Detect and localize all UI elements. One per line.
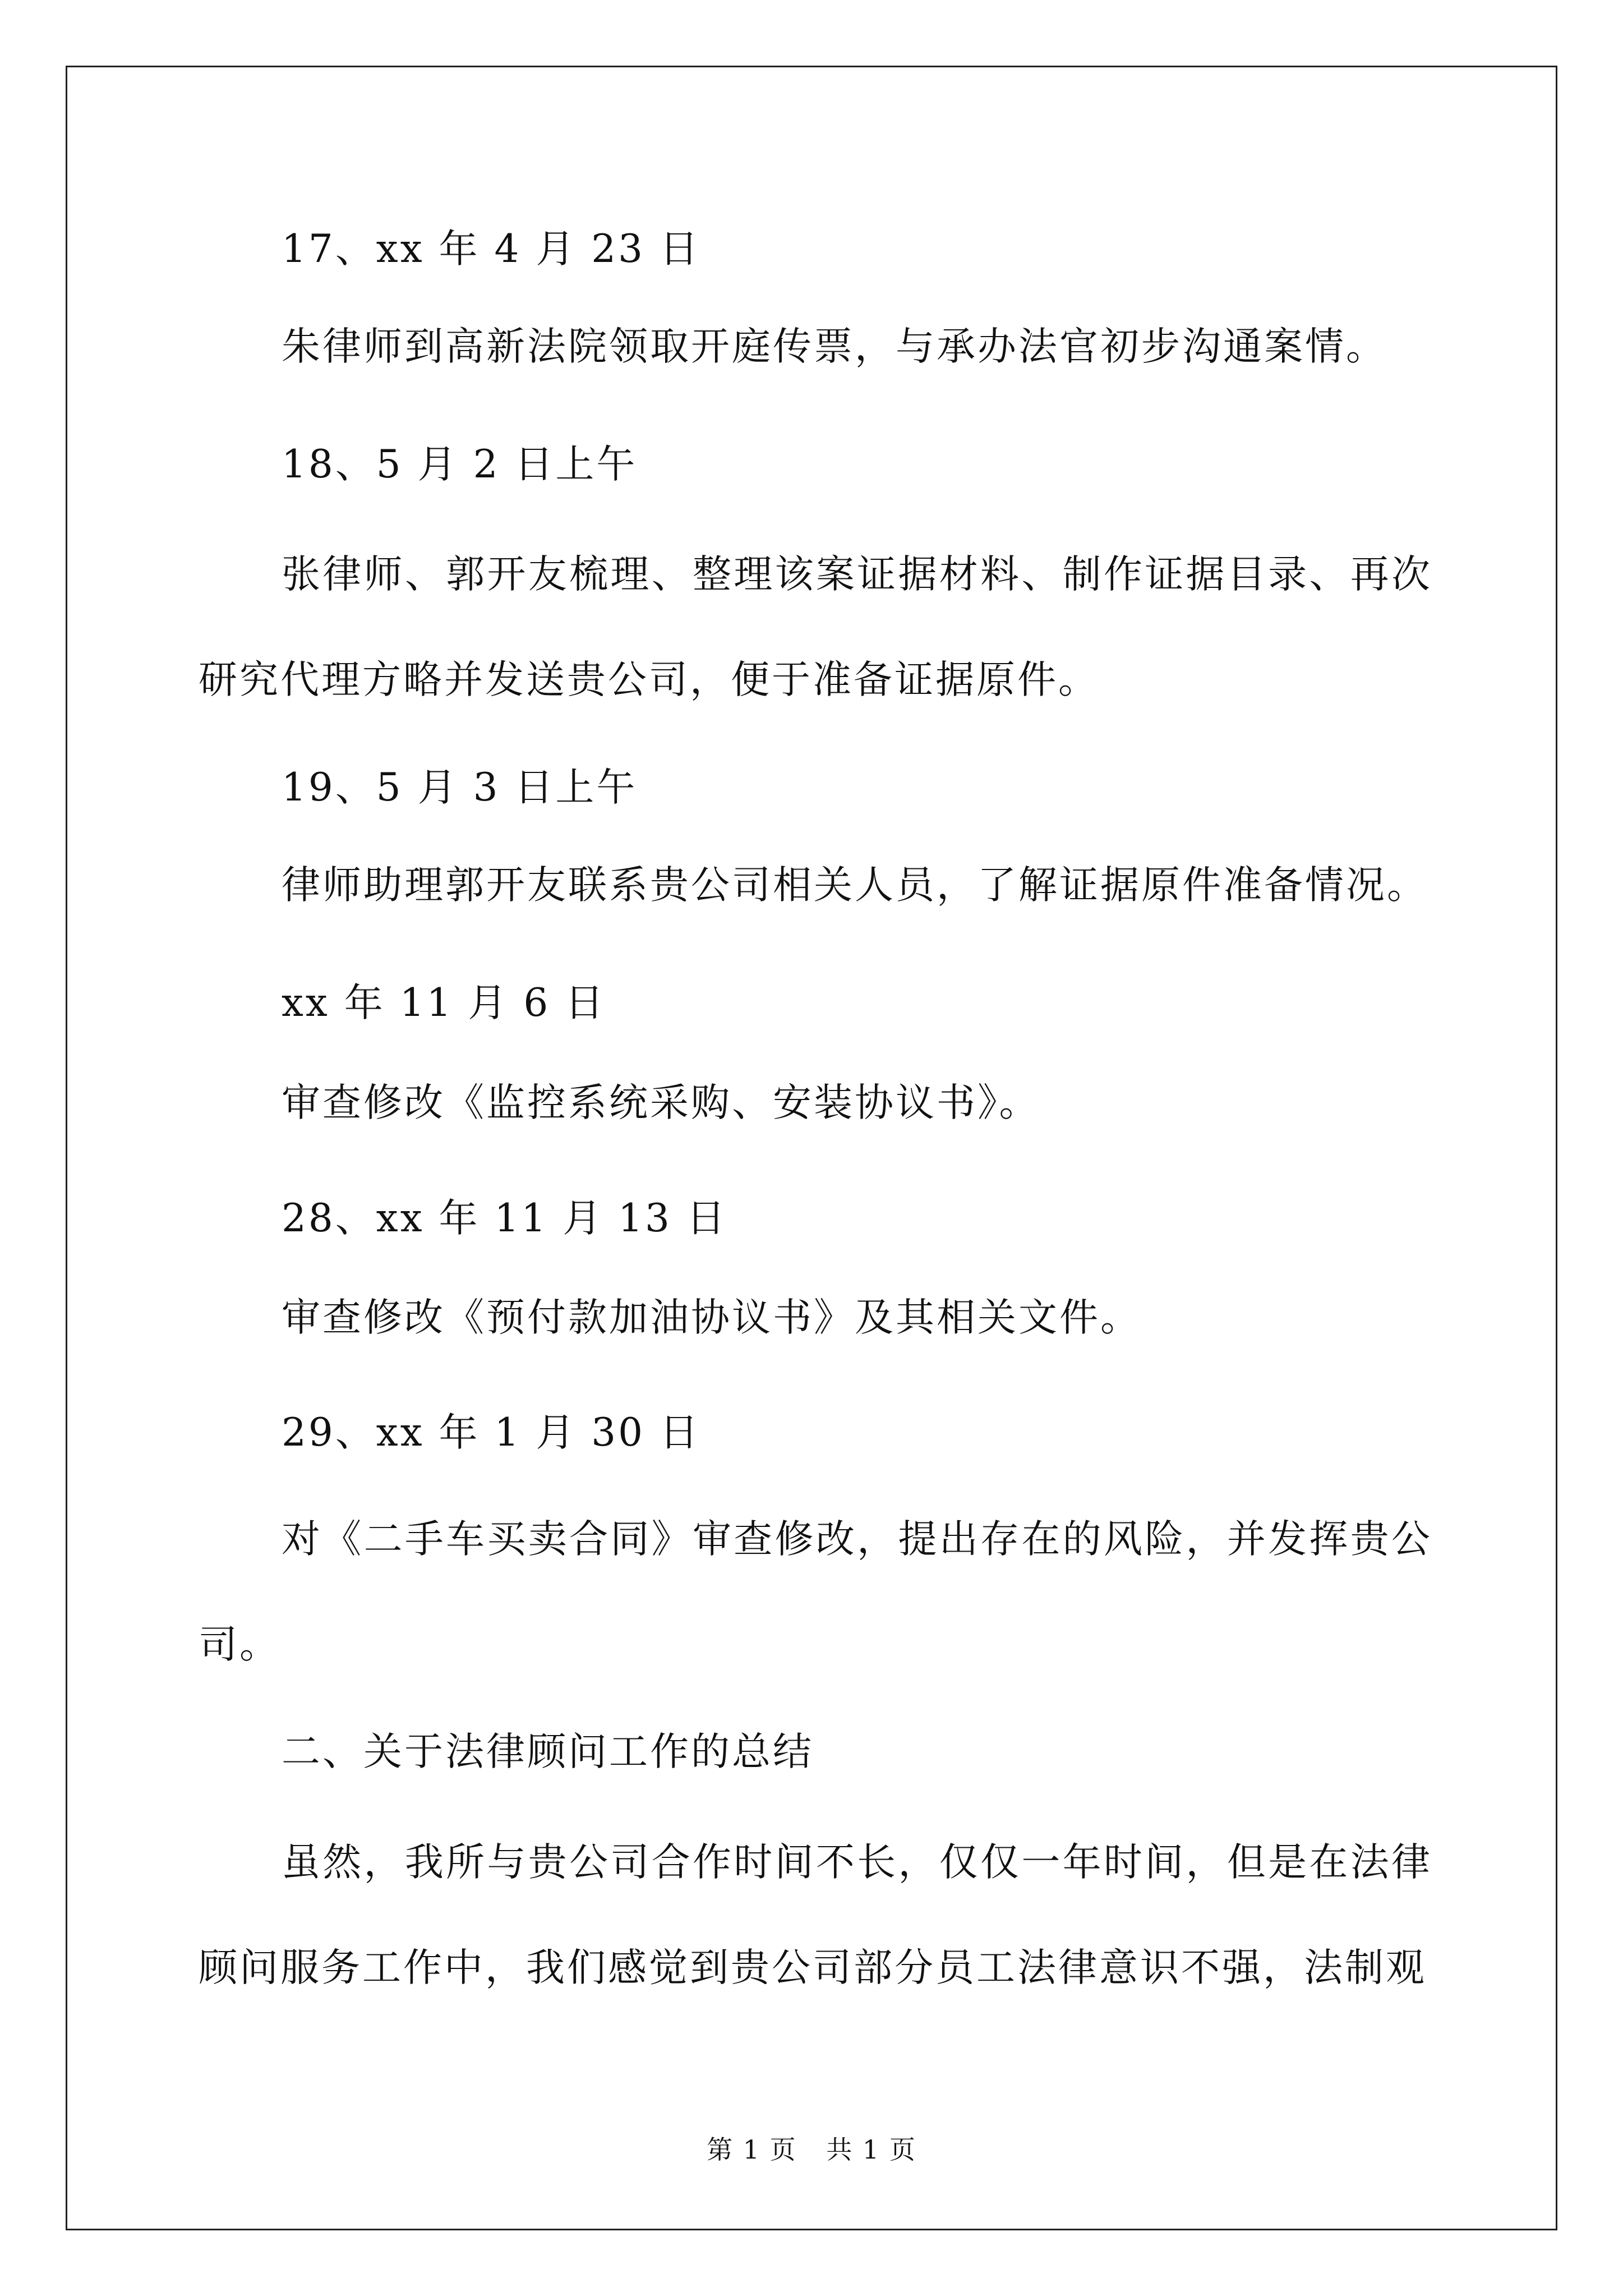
entry-text-unnumbered: 审查修改《监控系统采购、安装协议书》。 (282, 1080, 1040, 1125)
entry-text-18: 张律师、郭开友梳理、整理该案证据材料、制作证据目录、再次研究代理方略并发送贵公司，便于准备证据原件。 (199, 552, 1432, 702)
entry-text-17: 朱律师到高新法院领取开庭传票，与承办法官初步沟通案情。 (282, 324, 1387, 369)
entry-date-18: 18、5 月 2 日上午 (282, 442, 638, 487)
page-footer (0, 2133, 1623, 2166)
entry-date-17: 17、xx 年 4 月 23 日 (282, 227, 700, 272)
entry-text-19: 律师助理郭开友联系贵公司相关人员，了解证据原件准备情况。 (282, 863, 1428, 908)
summary-paragraph: 虽然，我所与贵公司合作时间不长，仅仅一年时间，但是在法律顾问服务工作中，我们感觉到贵公司部分员工法律意识不强，法制观 (199, 1840, 1432, 1990)
entry-date-28: 28、xx 年 11 月 13 日 (282, 1196, 727, 1241)
section-heading: 二、关于法律顾问工作的总结 (282, 1729, 814, 1774)
entry-text-28: 审查修改《预付款加油协议书》及其相关文件。 (282, 1295, 1141, 1340)
entry-date-29: 29、xx 年 1 月 30 日 (282, 1410, 700, 1455)
page-total: 共 1 页 (826, 2134, 916, 2165)
entry-date-unnumbered: xx 年 11 月 6 日 (282, 981, 606, 1025)
entry-date-19: 19、5 月 3 日上午 (282, 765, 638, 810)
page-number: 第 1 页 (707, 2134, 797, 2165)
entry-text-29: 对《二手车买卖合同》审查修改，提出存在的风险，并发挥贵公司。 (199, 1517, 1432, 1667)
